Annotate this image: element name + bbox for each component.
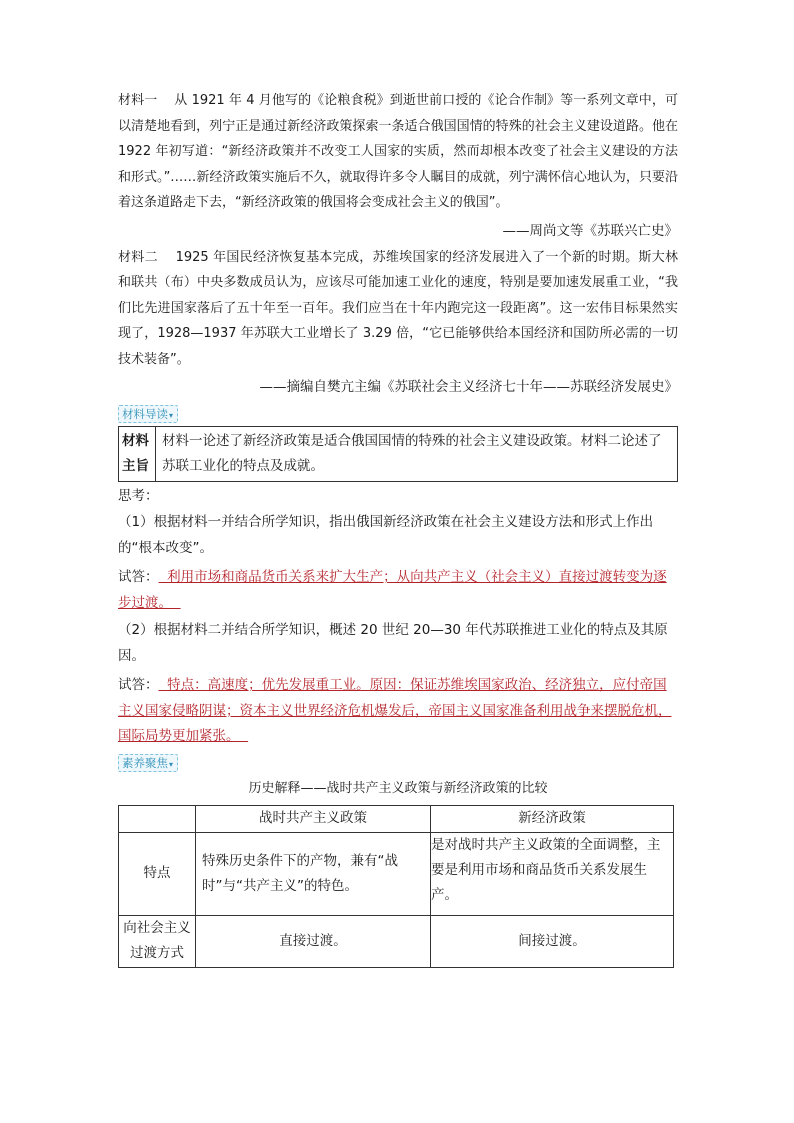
material-guide-tag xyxy=(118,405,178,423)
think-label: 思考： xyxy=(118,488,159,504)
features-nep: 是对战时共产主义政策的全面调整，主要是利用市场和商品货币关系发展生产。 xyxy=(431,832,674,915)
row-label-transition: 向社会主义过渡方式 xyxy=(119,915,196,967)
features-war-communism: 特殊历史条件下的产物，兼有“战时”与“共产主义”的特色。 xyxy=(196,832,431,915)
literacy-focus-tag xyxy=(118,754,178,772)
table-header-empty xyxy=(119,805,196,832)
comparison-title: 历史解释——战时共产主义政策与新经济政策的比较 xyxy=(248,780,548,796)
table-header-nep: 新经济政策 xyxy=(431,805,674,832)
answer-2-prefix: 试答： xyxy=(118,677,159,693)
material-2-label: 材料二 xyxy=(118,249,158,265)
material-1-source: ——周尚文等《苏联兴亡史》 xyxy=(502,222,678,239)
comparison-table xyxy=(118,805,674,968)
transition-war-communism: 直接过渡。 xyxy=(196,915,431,967)
tag-triangle-icon: ▾ xyxy=(169,411,174,420)
answer-2-text: 特点：高速度；优先发展重工业。原因：保证苏维埃国家政治、经济独立，应付帝国主义国家侵略阴谋；资本主义世界经济危机爆发后，帝国主义国家准备利用战争来摆脱危机，国际局势更加紧张。 xyxy=(118,677,672,744)
row-label-features: 特点 xyxy=(119,832,196,915)
answer-1 xyxy=(118,565,678,616)
material-2-source: ——摘编自樊亢主编《苏联社会主义经济七十年——苏联经济发展史》 xyxy=(259,379,678,395)
document-page xyxy=(118,88,678,968)
material-1-label: 材料一 xyxy=(118,93,158,108)
literacy-focus-tag-label: 素养聚焦 xyxy=(122,755,168,770)
material-1 xyxy=(118,88,678,216)
material-1-text: 从 1921 年 4 月他写的《论粮食税》到逝世前口授的《论合作制》等一系列文章中，可以清楚地看到，列宁正是通过新经济政策探索一条适合俄国国情的特殊的社会主义建设道路。他在 1922 年初写道：“新经济政策并不改变工人国家的实质，然而却根本改变了社会主义建设的方法和形式。”……新经济政策实施后不久，就取得许多令人瞩目的成就，列宁满怀信心地认为，只要沿着这条道路走下去，“新经济政策的俄国将会变成社会主义的俄国”。 xyxy=(118,93,678,210)
answer-2 xyxy=(118,673,678,750)
question-2: （2）根据材料二并结合所学知识，概述 20 世纪 20—30 年代苏联推进工业化的特点及其原因。 xyxy=(118,622,668,664)
question-1: （1）根据材料一并结合所学知识，指出俄国新经济政策在社会主义建设方法和形式上作出的“根本改变”。 xyxy=(118,514,654,556)
transition-nep: 间接过渡。 xyxy=(431,915,674,967)
answer-1-prefix: 试答： xyxy=(118,569,159,585)
material-summary-table xyxy=(118,426,678,482)
tag-triangle-icon: ▾ xyxy=(169,759,174,769)
material-2 xyxy=(118,245,678,373)
material-2-text: 1925 年国民经济恢复基本完成，苏维埃国家的经济发展进入了一个新的时期。斯大林和联共（布）中央多数成员认为，应该尽可能加速工业化的速度，特别是要加速发展重工业，“我们比先进国家落后了五十年至一百年。我们应当在十年内跑完这一段距离”。这一宏伟目标果然实现了，1928—1937 年苏联大工业增长了 3.29 倍，“它已能够供给本国经济和国防所必需的一切技术装备”。 xyxy=(118,249,678,367)
summary-text: 材料一论述了新经济政策是适合俄国国情的特殊的社会主义建设政策。材料二论述了苏联工业化的特点及成就。 xyxy=(156,427,678,482)
material-guide-tag-label: 材料导读 xyxy=(122,407,168,421)
answer-1-text: 利用市场和商品货币关系来扩大生产；从向共产主义（社会主义）直接过渡转变为逐步过渡。 xyxy=(118,569,667,611)
summary-label: 材料主旨 xyxy=(119,427,156,482)
table-header-war-communism: 战时共产主义政策 xyxy=(196,805,431,832)
